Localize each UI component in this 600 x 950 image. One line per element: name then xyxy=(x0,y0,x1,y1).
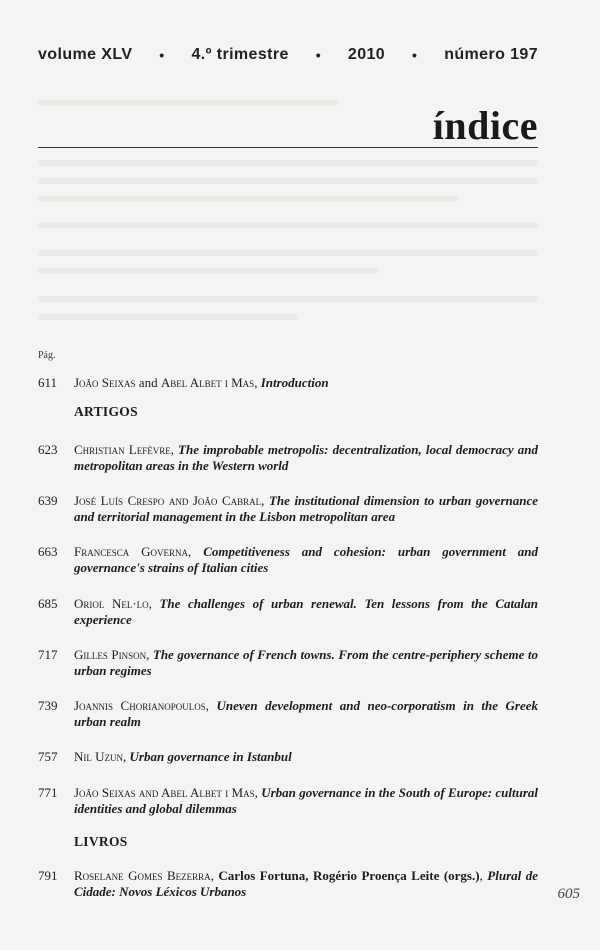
title-rule xyxy=(38,147,538,148)
toc-title: Urban governance in Istanbul xyxy=(129,749,292,764)
bleed-through-line xyxy=(38,268,378,274)
toc-author: Abel Albet i Mas xyxy=(160,375,255,390)
bleed-through-line xyxy=(38,196,458,202)
separator-dot: • xyxy=(159,47,165,63)
toc-entry[interactable]: 757 Nil Uzun, Urban governance in Istanbul xyxy=(38,749,292,764)
toc-reviewer: Roselane Gomes Bezerra xyxy=(74,868,211,883)
toc-title: The governance of French towns. From the centre-periphery scheme to urban regimes xyxy=(74,647,538,678)
toc-entry[interactable]: 663 Francesca Governa, Competitiveness and cohesion: urban government and governance's strains of Italian cities xyxy=(38,544,538,575)
section-heading-articles: ARTIGOS xyxy=(74,404,138,419)
toc-page-number: 771 xyxy=(38,785,58,800)
year-label: 2010 xyxy=(347,46,386,63)
toc-page-number: 639 xyxy=(38,493,58,508)
toc-author: Gilles Pinson xyxy=(74,647,147,662)
bleed-through-line xyxy=(38,314,298,320)
volume-label: volume XLV xyxy=(38,46,133,63)
bleed-through-line xyxy=(38,160,538,166)
bleed-through-line xyxy=(38,100,338,106)
toc-editors: Carlos Fortuna, Rogério Proença Leite (orgs.) xyxy=(218,868,480,883)
page-number: 605 xyxy=(557,886,580,902)
toc-entry[interactable]: 717 Gilles Pinson, The governance of French towns. From the centre-periphery scheme to urban regimes xyxy=(38,647,538,678)
toc-separator: , xyxy=(254,375,261,390)
toc-conjunction: and xyxy=(135,375,161,390)
toc-title: Plural de Cidade: Novos Léxicos Urbanos xyxy=(74,868,538,899)
toc-entry[interactable]: 739 Joannis Chorianopoulos, Uneven development and neo-corporatism in the Greek urban realm xyxy=(38,698,539,729)
section-heading-books: LIVROS xyxy=(74,834,128,849)
toc-author: Oriol Nel·lo xyxy=(74,596,149,611)
toc-entry-book[interactable]: 791 Roselane Gomes Bezerra, Carlos Fortuna, Rogério Proença Leite (orgs.), Plural de Cidade: Novos Léxicos Urbanos xyxy=(38,868,538,899)
toc-page-number: 757 xyxy=(38,749,58,764)
bleed-through-line xyxy=(38,178,538,184)
toc-title: Uneven development and neo-corporatism in the Greek urban realm xyxy=(74,698,539,729)
toc-page-number: 623 xyxy=(38,442,58,457)
toc-author: José Luís Crespo and João Cabral xyxy=(74,493,262,508)
toc-title: Competitiveness and cohesion: urban government and governance's strains of Italian cities xyxy=(74,544,538,575)
toc-title: Urban governance in the South of Europe: cultural identities and global dilemmas xyxy=(74,785,539,816)
toc-title: The improbable metropolis: decentralization, local democracy and metropolitan areas in the Western world xyxy=(74,442,538,473)
toc-entry[interactable]: 771 João Seixas and Abel Albet i Mas, Urban governance in the South of Europe: cultural identities and global dilemmas xyxy=(38,785,539,816)
toc-entry[interactable]: 639 José Luís Crespo and João Cabral, The institutional dimension to urban governance and territorial management in the Lisbon metropolitan area xyxy=(38,493,539,524)
bleed-through-line xyxy=(38,296,538,302)
toc-author: Joannis Chorianopoulos xyxy=(74,698,206,713)
separator-dot: • xyxy=(315,47,321,63)
page-column-label: Pág. xyxy=(38,350,56,361)
toc-title: The challenges of urban renewal. Ten lessons from the Catalan experience xyxy=(74,596,538,627)
toc-title: Introduction xyxy=(260,375,329,390)
toc-page-number: 791 xyxy=(38,868,58,883)
toc-page-number: 663 xyxy=(38,544,58,559)
toc-author: Christian Lefèvre xyxy=(74,442,171,457)
toc-entry[interactable]: 623 Christian Lefèvre, The improbable metropolis: decentralization, local democracy and metropolitan areas in the Western world xyxy=(38,442,538,473)
journal-header xyxy=(38,46,538,64)
toc-author: João Seixas and Abel Albet i Mas xyxy=(74,785,255,800)
toc-title: The institutional dimension to urban governance and territorial management in the Lisbon metropolitan area xyxy=(74,493,539,524)
toc-entry[interactable]: 685 Oriol Nel·lo, The challenges of urban renewal. Ten lessons from the Catalan experience xyxy=(38,596,538,627)
quarter-label: 4.º trimestre xyxy=(191,46,289,63)
toc-author: Francesca Governa xyxy=(74,544,189,559)
toc-page-number: 685 xyxy=(38,596,58,611)
toc-page-number: 611 xyxy=(38,375,58,390)
page-title: índice xyxy=(432,103,538,148)
toc-author: João Seixas xyxy=(74,375,136,390)
toc-author: Nil Uzun xyxy=(74,749,124,764)
toc-entry-introduction[interactable] xyxy=(38,375,538,391)
bleed-through-line xyxy=(38,250,538,256)
issue-label: número 197 xyxy=(444,46,538,63)
toc-page-number: 717 xyxy=(38,647,58,662)
bleed-through-line xyxy=(38,222,538,228)
separator-dot: • xyxy=(411,47,418,63)
toc-page-number: 739 xyxy=(38,698,58,713)
